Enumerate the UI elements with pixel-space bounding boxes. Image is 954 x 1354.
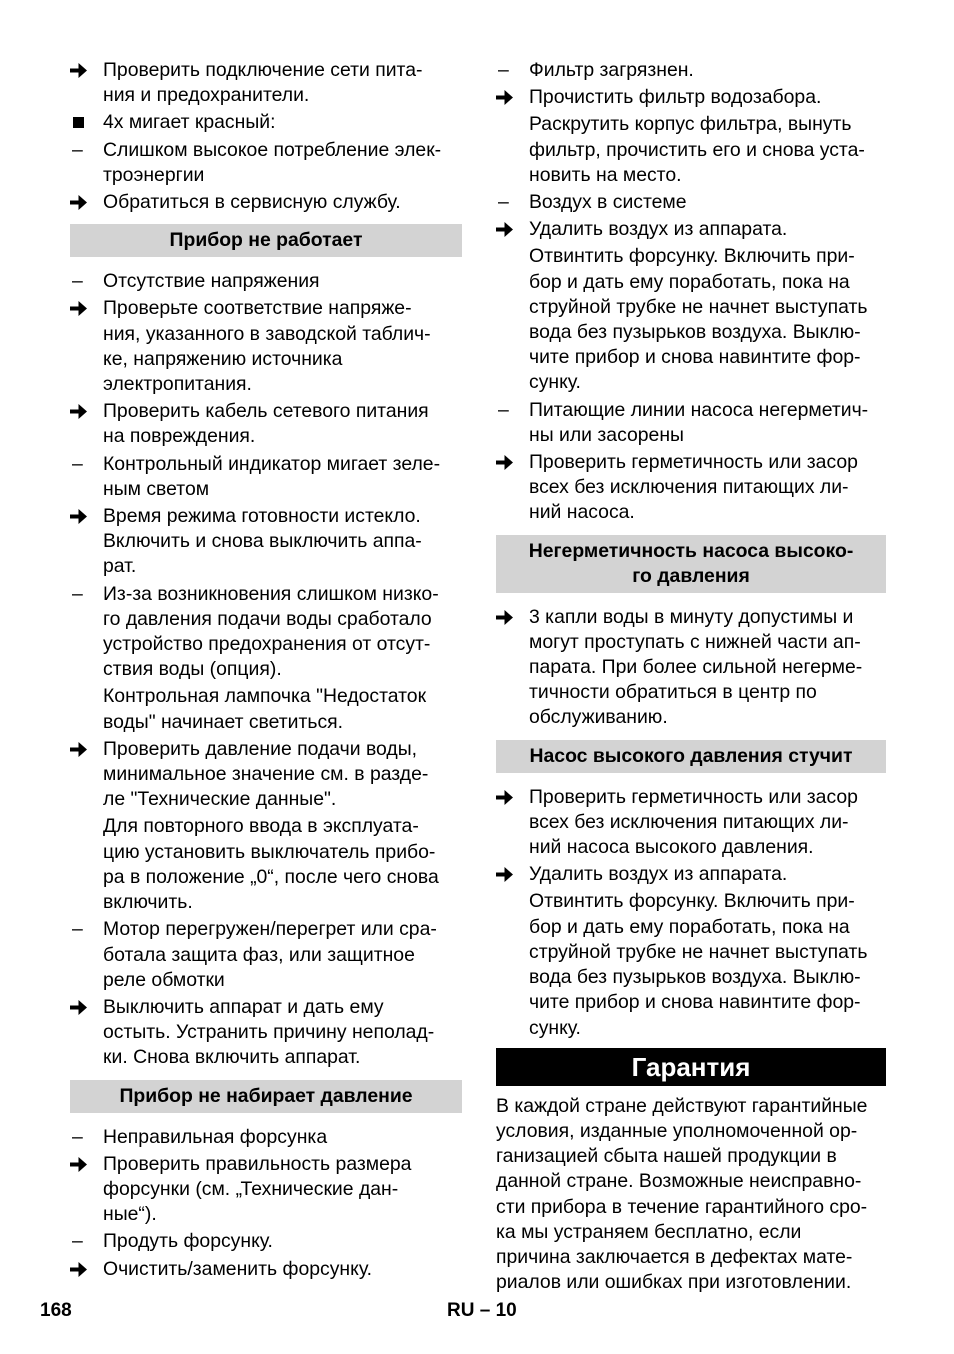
dash-bullet: – (498, 398, 509, 421)
item-text: Время режима готовности истекло. Включить и снова выключить аппа- рат. (103, 505, 422, 578)
item-text: Проверить давление подачи воды, минимальное значение см. в разде- ле "Технические данные". (103, 737, 429, 811)
action-item (496, 785, 886, 861)
cause-item (496, 398, 886, 448)
cause-item (496, 58, 886, 83)
right-arrow-icon (496, 217, 522, 237)
cause-item (70, 1229, 462, 1254)
item-text: 3 капли воды в минуту допустимы и могут проступать с нижней части ап- парата. При более сильной негерме- тичности обратиться в центр по обслуживанию. (529, 605, 863, 729)
right-arrow-icon (496, 862, 522, 882)
paragraph: В каждой стране действуют гарантийные условия, изданные уполномоченной ор- ганизацией сбыта нашей продукции в данной стране. Возможные неисправно- сти прибора в течение гарантийного сро- ка мы устраняем бесплатно, если причина заключается в дефектах мате- риалов или ошибках при изготовлении. (496, 1094, 868, 1294)
item-text: 4x мигает красный: (103, 111, 276, 134)
action-item (70, 995, 462, 1071)
right-arrow-icon (70, 399, 96, 419)
section-header: Насос высокого давления стучит (496, 740, 886, 773)
right-arrow-icon (70, 737, 96, 757)
right-arrow-icon (70, 190, 96, 210)
item-text: Питающие линии насоса негерметич- ны или засорены (529, 398, 869, 446)
item-text: Проверить герметичность или засор всех без исключения питающих ли- ний насоса высокого давления. (529, 785, 858, 859)
item-text: Контрольный индикатор мигает зеле- ным светом (103, 452, 441, 500)
dash-bullet: – (72, 582, 83, 605)
item-text: Проверить кабель сетевого питания на повреждения. (103, 400, 429, 448)
right-arrow-icon (496, 785, 522, 805)
action-item (496, 862, 886, 1040)
item-text: Проверьте соответствие напряже- ния, указанного в заводской таблич- ке, напряжению источника электропитания. (103, 297, 431, 396)
item-text: Фильтр загрязнен. (529, 59, 694, 81)
dash-bullet: – (72, 1230, 83, 1253)
item-text: Прочистить фильтр водозабора. (529, 86, 822, 109)
section-header: Прибор не набирает давление (70, 1080, 462, 1113)
action-item (496, 217, 886, 395)
dash-bullet: – (72, 1125, 83, 1148)
cause-item (70, 452, 462, 502)
action-item (70, 737, 462, 915)
left-column (70, 58, 462, 1284)
action-item (70, 504, 462, 580)
dash-bullet: – (72, 138, 83, 161)
item-text: Очистить/заменить форсунку. (103, 1257, 372, 1280)
item-text: Отсутствие напряжения (103, 270, 320, 293)
cause-item (70, 1125, 462, 1150)
item-subtext: Контрольная лампочка "Недостаток воды" начинает светиться. (103, 685, 427, 733)
cause-item (70, 582, 462, 735)
section-header: Негерметичность насоса высоко- го давления (496, 535, 886, 593)
right-column (496, 58, 886, 1295)
item-text: Выключить аппарат и дать ему остыть. Устранить причину неполад- ки. Снова включить аппарат. (103, 995, 435, 1069)
right-arrow-icon (70, 58, 96, 78)
cause-item (496, 190, 886, 215)
right-arrow-icon (70, 1257, 96, 1277)
action-item (496, 450, 886, 526)
right-arrow-icon (70, 995, 96, 1015)
right-arrow-icon (496, 605, 522, 625)
action-item (496, 605, 886, 731)
right-arrow-icon (496, 450, 522, 470)
right-arrow-icon (496, 85, 522, 105)
item-text: Проверить герметичность или засор всех без исключения питающих ли- ний насоса. (529, 451, 858, 524)
dash-bullet: – (72, 270, 83, 293)
item-subtext: Отвинтить форсунку. Включить при- бор и дать ему поработать, пока на струйной трубке не начнет выступать вода без пузырьков воздуха. Выклю- чите прибор и снова навинтите фор- сунку. (529, 890, 868, 1039)
action-item (70, 296, 462, 397)
action-item (70, 1152, 462, 1228)
page-language-number: RU – 10 (447, 1300, 517, 1321)
item-text: Неправильная форсунка (103, 1125, 328, 1148)
fault-item (70, 110, 462, 135)
item-text: Обратиться в сервисную службу. (103, 191, 401, 214)
item-text: Из-за возникновения слишком низко- го давления подачи воды сработало устройство предохранения от отсут- ствия воды (опция). (103, 582, 439, 681)
page-number: 168 (40, 1300, 72, 1321)
item-text: Слишком высокое потребление элек- троэнергии (103, 138, 442, 186)
item-text: Удалить воздух из аппарата. (529, 863, 788, 886)
action-item (70, 58, 462, 108)
right-arrow-icon (70, 504, 96, 524)
action-item (70, 1257, 462, 1282)
item-subtext: Раскрутить корпус фильтра, вынуть фильтр, прочистить его и снова уста- новить на место. (529, 113, 865, 186)
action-item (70, 399, 462, 449)
cause-item (70, 917, 462, 993)
item-subtext: Для повторного ввода в эксплуата- цию установить выключатель прибо- ра в положение „0“, после чего снова включить. (103, 815, 439, 914)
item-subtext: Отвинтить форсунку. Включить при- бор и дать ему поработать, пока на струйной трубке не начнет выступать вода без пузырьков воздуха. Выклю- чите прибор и снова навинтите фор- сунку. (529, 245, 868, 394)
dash-bullet: – (498, 59, 509, 81)
action-item (496, 85, 886, 188)
square-bullet-icon (73, 117, 84, 128)
action-item (70, 190, 462, 215)
item-text: Удалить воздух из аппарата. (529, 218, 788, 241)
dash-bullet: – (72, 918, 83, 941)
dash-bullet: – (72, 452, 83, 475)
right-arrow-icon (70, 1152, 96, 1172)
chapter-title: Гарантия (496, 1048, 886, 1086)
cause-item (70, 269, 462, 294)
section-header: Прибор не работает (70, 224, 462, 257)
item-text: Проверить подключение сети пита- ния и предохранители. (103, 59, 423, 107)
cause-item (70, 138, 462, 188)
item-text: Продуть форсунку. (103, 1230, 273, 1253)
right-arrow-icon (70, 296, 96, 316)
dash-bullet: – (498, 191, 509, 214)
item-text: Проверить правильность размера форсунки (см. „Технические дан- ные“). (103, 1152, 412, 1226)
item-text: Воздух в системе (529, 191, 687, 214)
item-text: Мотор перегружен/перегрет или сра- ботала защита фаз, или защитное реле обмотки (103, 918, 437, 991)
